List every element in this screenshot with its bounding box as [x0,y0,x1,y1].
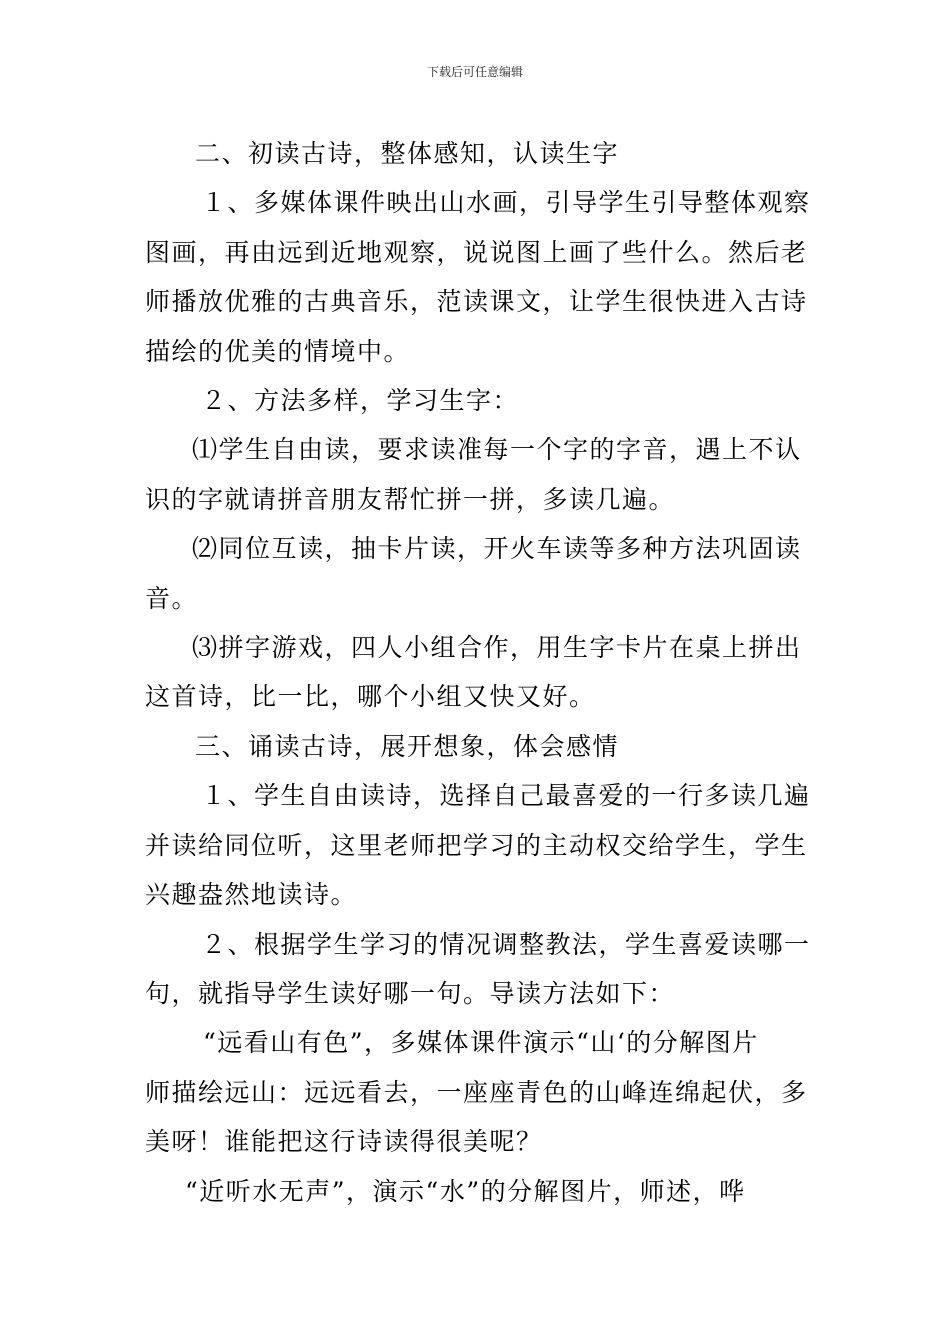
text-line: １、学生自由读诗，选择自己最喜爱的一行多读几遍 [201,781,811,811]
paragraph-near-water [145,1167,810,1216]
text-line: ⑴学生自由读，要求读准每一个字的字音，遇上不认 [192,435,802,465]
document-body [145,129,810,1216]
text-line: 音。 [145,583,199,613]
text-line: 识的字就请拼音朋友帮忙拼一拼，多读几遍。 [145,484,676,514]
text-line: 描绘的优美的情境中。 [145,336,411,366]
text-line: ⑶拼字游戏，四人小组合作，用生字卡片在桌上拼出 [192,633,802,663]
section-heading-3 [145,722,810,771]
paragraph-free-poem-reading [145,771,810,919]
text-line: 兴趣盎然地读诗。 [145,880,358,910]
text-line: 二、初读古诗，整体感知，认读生字 [195,139,620,168]
paragraph-word-game [145,623,810,722]
text-line: 三、诵读古诗，展开想象，体会感情 [195,731,620,761]
paragraph-free-reading [145,425,810,524]
text-line: ２、方法多样，学习生字： [201,386,520,416]
paragraph-methods [145,376,810,425]
paragraph-multimedia-intro [145,178,810,376]
text-line: 句，就指导学生读好哪一句。导读方法如下： [145,978,676,1008]
page-header-note: 下载后可任意编辑 [426,65,523,79]
text-line: ２、根据学生学习的情况调整教法，学生喜爱读哪一 [201,929,811,959]
text-line: “远看山有色”，多媒体课件演示“山‘的分解图片 [203,1028,759,1058]
paragraph-distant-mountain [145,1018,810,1166]
text-line: 师播放优雅的古典音乐，范读课文，让学生很快进入古诗 [145,287,808,317]
paragraph-peer-reading [145,524,810,623]
text-line: ⑵同位互读，抽卡片读，开火车读等多种方法巩固读 [192,534,802,564]
text-line: 美呀！谁能把这行诗读得很美呢？ [145,1127,543,1157]
text-line: 图画，再由远到近地观察，说说图上画了些什么。然后老 [145,237,808,267]
text-line: 并读给同位听，这里老师把学习的主动权交给学生，学生 [145,830,808,860]
paragraph-adjust-teaching [145,920,810,1019]
text-line: 师描绘远山：远远看去，一座座青色的山峰连绵起伏，多 [145,1077,808,1107]
text-line: １、多媒体课件映出山水画，引导学生引导整体观察 [201,188,811,218]
section-heading-2 [145,129,810,178]
text-line: “近听水无声”，演示“水”的分解图片，师述，哗 [185,1176,746,1206]
text-line: 这首诗，比一比，哪个小组又快又好。 [145,682,596,712]
